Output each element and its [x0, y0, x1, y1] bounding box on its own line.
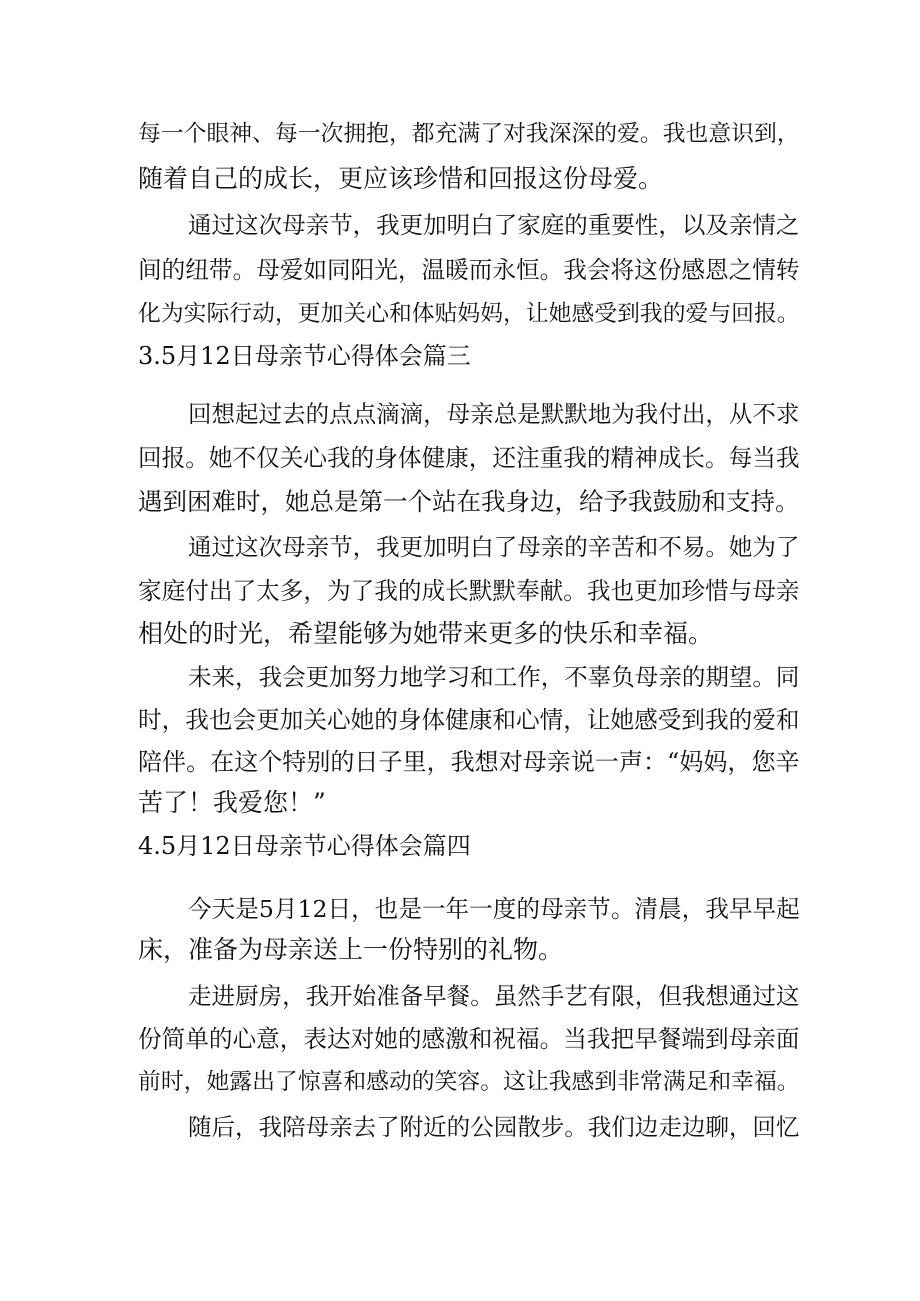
text-line: 时，我也会更加关心她的身体健康和心情，让她感受到我的爱和: [138, 706, 800, 734]
text-line: 陪伴。在这个特别的日子里，我想对母亲说一声：“妈妈，您辛: [138, 748, 800, 776]
text-line: 间的纽带。母爱如同阳光，温暖而永恒。我会将这份感恩之情转: [138, 256, 800, 284]
text-line: 份简单的心意，表达对她的感激和祝福。当我把早餐端到母亲面: [138, 1025, 800, 1053]
paragraph-first-line: 随后，我陪母亲去了附近的公园散步。我们边走边聊，回忆: [188, 1113, 800, 1141]
section-heading: 3.5月12日母亲节心得体会篇三: [138, 342, 471, 370]
text-line: 家庭付出了太多，为了我的成长默默奉献。我也更加珍惜与母亲: [138, 577, 800, 605]
section-heading: 4.5月12日母亲节心得体会篇四: [138, 832, 471, 860]
paragraph-first-line: 通过这次母亲节，我更加明白了家庭的重要性，以及亲情之: [188, 211, 800, 239]
paragraph-first-line: 通过这次母亲节，我更加明白了母亲的辛苦和不易。她为了: [188, 533, 800, 561]
paragraph-first-line: 走进厨房，我开始准备早餐。虽然手艺有限，但我想通过这: [188, 982, 800, 1010]
text-line: 化为实际行动，更加关心和体贴妈妈，让她感受到我的爱与回报。: [138, 301, 800, 327]
text-line: 床，准备为母亲送上一份特别的礼物。: [138, 935, 564, 964]
paragraph-first-line: 今天是5月12日，也是一年一度的母亲节。清晨，我早早起: [188, 895, 800, 923]
text-line: 前时，她露出了惊喜和感动的笑容。这让我感到非常满足和幸福。: [138, 1069, 800, 1095]
paragraph-first-line: 回想起过去的点点滴滴，母亲总是默默地为我付出，从不求: [188, 400, 800, 428]
text-line: 随着自己的成长，更应该珍惜和回报这份母爱。: [138, 164, 664, 193]
text-line: 遇到困难时，她总是第一个站在我身边，给予我鼓励和支持。: [138, 487, 800, 516]
text-line: 每一个眼神、每一次拥抱，都充满了对我深深的爱。我也意识到，: [138, 121, 800, 147]
text-line: 回报。她不仅关心我的身体健康，还注重我的精神成长。每当我: [138, 444, 800, 472]
text-line: 相处的时光，希望能够为她带来更多的快乐和幸福。: [138, 619, 714, 648]
paragraph-first-line: 未来，我会更加努力地学习和工作，不辜负母亲的期望。同: [188, 663, 800, 691]
text-line: 苦了！我爱您！”: [138, 788, 326, 817]
